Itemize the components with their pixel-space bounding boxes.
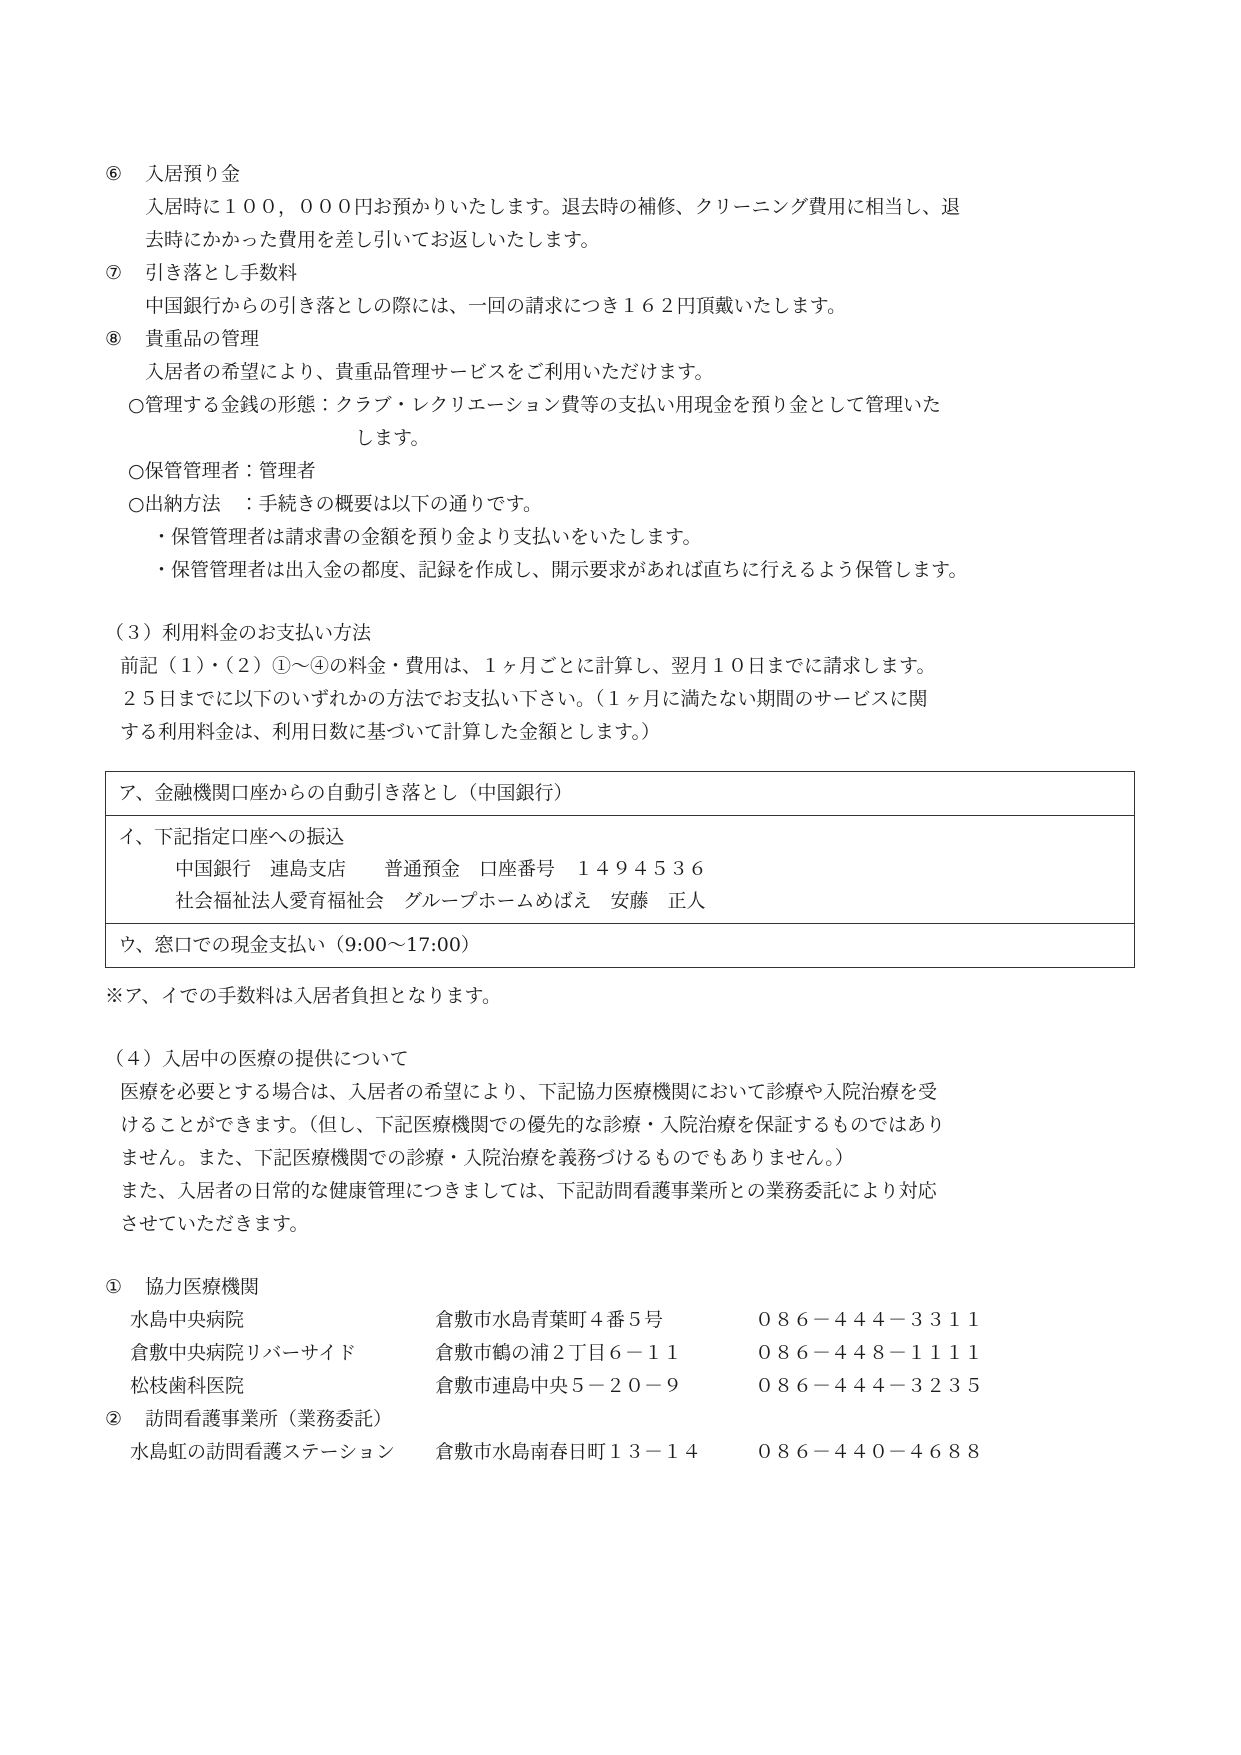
item7-title: 引き落とし手数料: [145, 262, 298, 284]
item7-heading: [105, 257, 1135, 290]
item6-heading: [105, 158, 1135, 191]
payment-option-b-row: [106, 815, 1134, 923]
item6-body-line1: 入居時に１００，０００円お預かりいたします。退去時の補修、クリーニング費用に相当し、退: [145, 196, 961, 218]
hospital-address: 倉敷市水島青葉町４番５号: [435, 1309, 664, 1331]
nursing-list-label: 訪問看護事業所（業務委託）: [145, 1408, 393, 1430]
management-bullet2: ・保管管理者は出入金の都度、記録を作成し、開示要求があれば直ちに行えるよう保管します。: [152, 559, 968, 581]
item6-body-line2: 去時にかかった費用を差し引いてお返しいたします。: [145, 229, 600, 251]
section-medical-provision: [105, 1043, 1135, 1241]
hospital-row-3: [105, 1370, 1135, 1403]
management-custodian: ○保管管理者：管理者: [128, 460, 316, 482]
hospital-list-label: 協力医療機関: [145, 1276, 260, 1298]
hospital-phone: ０８６－４４８－１１１１: [755, 1342, 984, 1364]
section-deposit: [105, 158, 1135, 257]
item7-number: ⑦: [105, 262, 123, 284]
section4-body-line3: ません。また、下記医療機関での診療・入院治療を義務づけるものでもありません。）: [120, 1147, 854, 1169]
section-payment-method: [105, 617, 1135, 1013]
item8-body-line1: 入居者の希望により、貴重品管理サービスをご利用いただけます。: [145, 361, 714, 383]
management-money-type-line2: します。: [355, 427, 430, 449]
nursing-row: [105, 1436, 1135, 1469]
payment-methods-table: [105, 771, 1135, 968]
nursing-phone: ０８６－４４０－４６８８: [755, 1441, 984, 1463]
item6-title: 入居預り金: [145, 163, 241, 185]
hospital-name: 松枝歯科医院: [130, 1375, 245, 1397]
section-partner-hospitals: [105, 1271, 1135, 1469]
hospital-phone: ０８６－４４４－３２３５: [755, 1375, 984, 1397]
item6-number: ⑥: [105, 163, 123, 185]
section-withdrawal-fee: [105, 257, 1135, 323]
management-procedure: ○出納方法 ：手続きの概要は以下の通りです。: [128, 493, 543, 515]
hospital-row-2: [105, 1337, 1135, 1370]
hospital-address: 倉敷市鶴の浦２丁目６－１１: [435, 1342, 683, 1364]
section3-body-line1: 前記（１）・（２）①～④の料金・費用は、１ヶ月ごとに計算し、翌月１０日までに請求します。: [120, 655, 936, 677]
hospital-list-number: ①: [105, 1276, 123, 1298]
item8-number: ⑧: [105, 328, 123, 350]
management-bullet1: ・保管管理者は請求書の金額を預り金より支払いをいたします。: [152, 526, 702, 548]
management-money-type-line1: ○管理する金銭の形態：クラブ・レクリエーション費等の支払い用現金を預り金として管理いた: [128, 394, 942, 416]
section4-body-line1: 医療を必要とする場合は、入居者の希望により、下記協力医療機関において診療や入院治療を受: [120, 1081, 938, 1103]
payment-option-b-line1: イ、下記指定口座への振込: [118, 826, 345, 848]
section3-body-line3: する利用料金は、利用日数に基づいて計算した金額とします。）: [120, 721, 660, 743]
payment-option-c-row: [106, 923, 1134, 967]
item7-body-line1: 中国銀行からの引き落としの際には、一回の請求につき１６２円頂戴いたします。: [145, 295, 847, 317]
item8-heading: [105, 323, 1135, 356]
section4-body-line2: けることができます。（但し、下記医療機関での優先的な診療・入院治療を保証するものではあり: [120, 1114, 945, 1136]
hospital-name: 水島中央病院: [130, 1309, 245, 1331]
payment-option-a: ア、金融機関口座からの自動引き落とし（中国銀行）: [118, 782, 573, 804]
payment-option-b-line2: 中国銀行 連島支店 普通預金 口座番号 １４９４５３６: [175, 858, 708, 880]
payment-option-b-line3: 社会福祉法人愛育福祉会 グループホームめばえ 安藤 正人: [175, 890, 706, 912]
nursing-list-number: ②: [105, 1408, 123, 1430]
section-valuables: [105, 323, 1135, 587]
section4-body-line5: させていただきます。: [120, 1213, 309, 1235]
hospital-row-1: [105, 1304, 1135, 1337]
hospital-phone: ０８６－４４４－３３１１: [755, 1309, 984, 1331]
section4-title: （４）入居中の医療の提供について: [105, 1048, 409, 1070]
hospital-address: 倉敷市連島中央５－２０－９: [435, 1375, 683, 1397]
payment-option-a-row: [106, 772, 1134, 815]
nursing-name: 水島虹の訪問看護ステーション: [130, 1441, 395, 1463]
payment-fee-note: ※ア、イでの手数料は入居者負担となります。: [105, 985, 501, 1007]
section3-body-line2: ２５日までに以下のいずれかの方法でお支払い下さい。（１ヶ月に満たない期間のサービスに関: [120, 688, 928, 710]
item8-title: 貴重品の管理: [145, 328, 260, 350]
section3-title: （３）利用料金のお支払い方法: [105, 622, 372, 644]
nursing-list-heading: [105, 1403, 1135, 1436]
hospital-name: 倉敷中央病院リバーサイド: [130, 1342, 357, 1364]
section4-body-line4: また、入居者の日常的な健康管理につきましては、下記訪問看護事業所との業務委託により対応: [120, 1180, 937, 1202]
hospital-list-heading: [105, 1271, 1135, 1304]
nursing-address: 倉敷市水島南春日町１３－１４: [435, 1441, 702, 1463]
payment-option-c: ウ、窓口での現金支払い（9:00～17:00）: [118, 934, 480, 956]
